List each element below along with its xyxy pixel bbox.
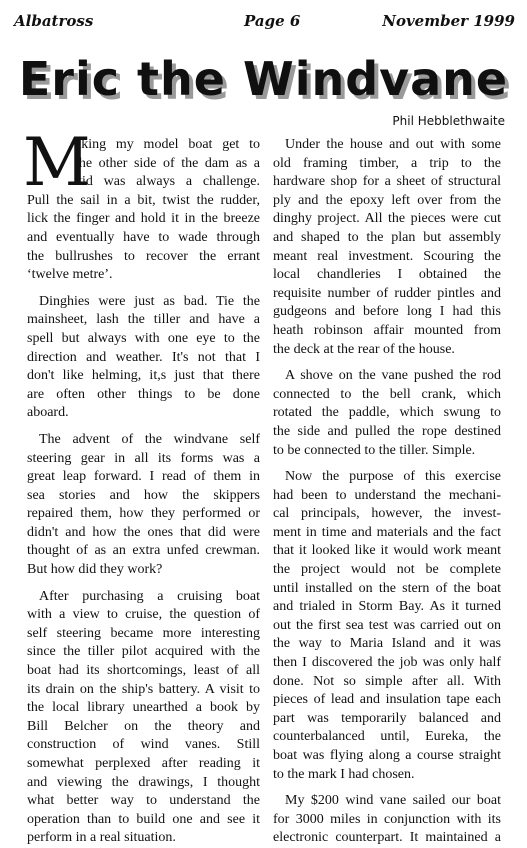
right-column-line: the project would not be complete — [273, 562, 501, 578]
right-column-line: heath robinson affair mounted from — [273, 322, 501, 338]
right-column-line: the deck at the rear of the house. — [273, 341, 455, 357]
right-column-line: connected to the bell crank, which — [273, 386, 501, 402]
left-column-line: Pull the sail in a bit, twist the rudder, — [27, 192, 260, 208]
left-column-line: and viewing the drawings, I thought — [27, 774, 260, 790]
left-column-line: But how did they work? — [27, 562, 163, 578]
right-column-line: cal principals, however, the invest- — [273, 506, 501, 522]
article-byline: Phil Hebblethwaite — [392, 114, 505, 128]
right-column-line: Under the house and out with some — [285, 137, 501, 152]
left-column-line: don't like helming, it,s just that there — [27, 368, 260, 384]
paragraph-gap — [273, 784, 501, 792]
right-column-line: dinghy project. All the pieces were cut — [273, 211, 501, 227]
right-column-line: for 3000 miles in conjunction with its — [273, 811, 501, 827]
left-column-line: its drain on the ship's battery. A visit to — [27, 681, 260, 697]
right-column-line: A shove on the vane pushed the rod — [285, 368, 501, 384]
left-column-line: Dinghies were just as bad. Tie the — [39, 293, 260, 309]
left-column-line: construction of wind vanes. Still — [27, 737, 260, 753]
right-column-line: local chandleries I obtained the — [273, 267, 501, 283]
article-column-left — [23, 124, 260, 848]
right-column-line: electronic counterpart. It maintained a — [273, 830, 501, 846]
right-column-line: hardware shop for a sheet of structural — [273, 174, 501, 190]
left-column-line: The advent of the windvane self — [39, 431, 260, 447]
right-column-line: and trialed in Storm Bay. As it turned — [273, 599, 501, 615]
left-column-line: great leap forward. I read of them in — [27, 469, 260, 485]
page-number: Page 6 — [244, 12, 301, 30]
left-column-line: steering gear in all its forms was a — [27, 450, 260, 466]
right-column-line: the way to Maria Island and it was — [273, 636, 501, 652]
left-column-line: ‘twelve metre’. — [27, 267, 113, 283]
right-column-line: Now the purpose of this exercise — [285, 469, 501, 485]
left-column-line: After purchasing a cruising boat — [39, 588, 260, 604]
left-column-line: and eventually have to wade through — [27, 229, 260, 245]
right-column-line: to be connected to the tiller. Simple. — [273, 442, 476, 458]
left-column-line: kid was always a challenge. — [75, 174, 260, 190]
left-column-line: Bill Belcher on the theory and — [27, 718, 260, 734]
newsletter-name: Albatross — [14, 12, 94, 30]
right-column-line: then I discovered the job was only half — [273, 655, 501, 671]
right-column-line: part was temporarily balanced and — [273, 710, 501, 726]
right-column-line: gudgeons and before long I had this — [273, 304, 501, 320]
right-column-line: pieces of lead and insulation tape each — [273, 692, 501, 708]
left-column-line: sea stories and how the skippers — [27, 487, 260, 503]
left-column-line: self steering became more interesting — [27, 625, 260, 641]
paragraph-gap — [27, 285, 260, 293]
left-column-line: direction and weather. It's not that I — [27, 349, 260, 365]
right-column-line: old framing timber, a trip to the — [273, 155, 501, 171]
paragraph-gap — [273, 359, 501, 367]
left-column-line: repaired them, how they performed or — [27, 506, 260, 522]
paragraph-gap — [27, 423, 260, 431]
page-header — [14, 12, 515, 36]
right-column-line: meant real investment. Scouring the — [273, 248, 501, 264]
left-column-line: perform in a real situation. — [27, 830, 176, 846]
left-column-line: the local library unearthed a book by — [27, 700, 260, 716]
left-column-line: the other side of the dam as a — [75, 155, 260, 171]
drop-cap: M — [23, 124, 91, 201]
left-column-line: thought of as an extra unfed crewman. — [27, 543, 260, 559]
left-column-line: didn't and how the ones that did were — [27, 524, 260, 540]
left-column-line: spell but always with one eye to the — [27, 330, 260, 346]
right-column-line: ment in time and materials and the fact — [273, 524, 501, 540]
right-column-line: requisite number of rudder pintles and — [273, 285, 501, 301]
left-column-line: aking my model boat get to — [75, 137, 260, 152]
right-column-line: that it looked like it would work meant — [273, 543, 501, 559]
issue-date: November 1999 — [382, 12, 515, 30]
right-column-line: boat was flying along a course straight — [273, 748, 501, 763]
left-column-line: with a view to cruise, the question of — [27, 607, 260, 623]
right-column-line: My $200 wind vane sailed our boat — [285, 793, 501, 809]
right-column-line: to the mark I had chosen. — [273, 766, 415, 782]
paragraph-gap — [273, 460, 501, 468]
article-title: Eric the Windvane — [18, 52, 509, 106]
left-column-line: somewhat perplexed after reading it — [27, 756, 260, 771]
right-column-line: rotated the paddle, which swung to — [273, 405, 501, 421]
left-column-line: the bullrushes to recover the errant — [27, 248, 260, 264]
right-column-line: ply and the epoxy left over from the — [273, 192, 501, 208]
right-column-line: counterbalanced until, Eureka, the — [273, 729, 501, 745]
left-column-line: what better way to understand the — [27, 793, 260, 809]
left-column-line: since the tiller pilot acquired with the — [27, 644, 260, 660]
right-column-line: had been to understand the mechani- — [273, 487, 501, 503]
paragraph-gap — [27, 580, 260, 588]
left-column-line: are often other things to be done — [27, 386, 260, 402]
left-column-line: boat had its shortcomings, least of all — [27, 663, 260, 679]
right-column-line: out the first sea test was carried out on — [273, 617, 501, 633]
right-column-line: and shaped to the plan but assembly — [273, 229, 501, 245]
left-column-line: operation than to build one and see it — [27, 811, 260, 827]
right-column-line: until installed on the stern of the boat — [273, 580, 501, 596]
left-column-line: mainsheet, lash the tiller and have a — [27, 312, 260, 328]
right-column-line: done. Not so simple after all. With — [273, 673, 501, 689]
left-column-line: aboard. — [27, 405, 69, 421]
right-column-line: the side and pulled the rope destined — [273, 423, 501, 439]
left-column-line: lick the finger and hold it in the breeze — [27, 211, 260, 227]
article-column-right — [273, 136, 501, 848]
